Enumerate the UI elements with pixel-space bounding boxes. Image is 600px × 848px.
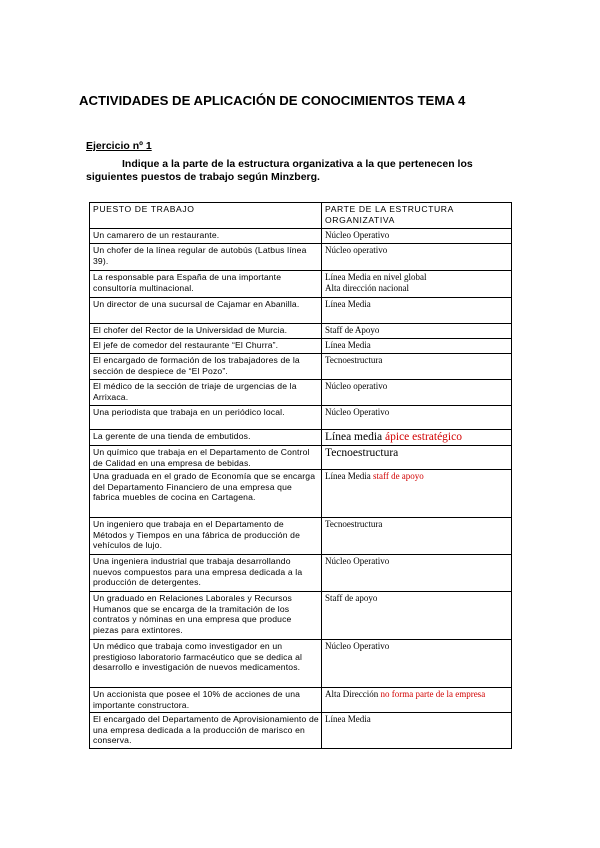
- job-cell: La responsable para España de una importante consultoría multinacional.: [90, 271, 322, 298]
- job-structure-table: [89, 202, 512, 749]
- job-cell: El jefe de comedor del restaurante “El Churra”.: [90, 339, 322, 354]
- answer-cell: [322, 446, 512, 470]
- job-cell: Una graduada en el grado de Economía que se encarga del Departamento Financiero de una empresa que fabrica muebles de cocina en Cartagena.: [90, 470, 322, 518]
- table-row: [90, 446, 512, 470]
- answer-text: Alta Dirección: [325, 689, 379, 700]
- answer-note: no forma parte de la empresa: [380, 689, 486, 700]
- answer-text: Núcleo Operativo: [325, 641, 390, 652]
- job-cell: Un químico que trabaja en el Departamento de Control de Calidad en una empresa de bebidas.: [90, 446, 322, 470]
- answer-cell: [322, 713, 512, 749]
- answer-cell: [322, 354, 512, 380]
- table-row: [90, 470, 512, 518]
- answer-text-line2: Alta dirección nacional: [325, 282, 409, 293]
- job-cell: Un graduado en Relaciones Laborales y Recursos Humanos que se encarga de la tramitación de los contratos y nóminas en una empresa que produce piezas para extintores.: [90, 592, 322, 640]
- answer-text: Línea Media: [325, 340, 371, 350]
- answer-text: Núcleo Operativo: [325, 556, 390, 567]
- instructions: Indique a la parte de la estructura organizativa a la que pertenecen los siguientes puestos de trabajo según Minzberg.: [86, 158, 473, 183]
- table-row: [90, 640, 512, 688]
- job-cell: Un camarero de un restaurante.: [90, 229, 322, 244]
- answer-cell: [322, 470, 512, 518]
- job-cell: Un chofer de la línea regular de autobús (Latbus línea 39).: [90, 244, 322, 271]
- answer-text: Tecnoestructura: [325, 447, 399, 459]
- job-cell: Una ingeniera industrial que trabaja desarrollando nuevos compuestos para una empresa dedicada a la producción de detergentes.: [90, 555, 322, 592]
- table-row: [90, 430, 512, 446]
- exercise-label: Ejercicio nº 1: [86, 140, 152, 152]
- answer-text: Staff de Apoyo: [325, 325, 380, 335]
- header-job: PUESTO DE TRABAJO: [90, 203, 322, 229]
- table-row: [90, 354, 512, 380]
- answer-cell: [322, 271, 512, 298]
- job-cell: El médico de la sección de triaje de urgencias de la Arrixaca.: [90, 380, 322, 406]
- job-cell: Un director de una sucursal de Cajamar en Abanilla.: [90, 298, 322, 324]
- answer-cell: [322, 688, 512, 713]
- table-row: [90, 713, 512, 749]
- answer-cell: [322, 430, 512, 446]
- answer-text: Núcleo Operativo: [325, 407, 390, 417]
- answer-text: Línea media: [325, 431, 383, 443]
- answer-text: Núcleo Operativo: [325, 230, 390, 240]
- table-header-row: [90, 203, 512, 229]
- job-cell: Una periodista que trabaja en un periódico local.: [90, 406, 322, 430]
- answer-text: Núcleo operativo: [325, 245, 388, 255]
- answer-cell: [322, 592, 512, 640]
- job-cell: La gerente de una tienda de embutidos.: [90, 430, 322, 446]
- table-row: [90, 555, 512, 592]
- table-row: [90, 244, 512, 271]
- answer-text: Staff de apoyo: [325, 593, 378, 604]
- answer-cell: [322, 298, 512, 324]
- job-cell: Un ingeniero que trabaja en el Departamento de Métodos y Tiempos en una fábrica de producción de vehículos de lujo.: [90, 518, 322, 555]
- answer-cell: [322, 324, 512, 339]
- answer-cell: [322, 339, 512, 354]
- job-cell: El encargado del Departamento de Aprovisionamiento de una empresa dedicada a la producción de marisco en conserva.: [90, 713, 322, 749]
- job-cell: El chofer del Rector de la Universidad de Murcia.: [90, 324, 322, 339]
- answer-text: Tecnoestructura: [325, 519, 383, 530]
- table-row: [90, 271, 512, 298]
- answer-text: Línea Media en nivel global: [325, 272, 427, 282]
- page-title: ACTIVIDADES DE APLICACIÓN DE CONOCIMIENTOS TEMA 4: [79, 93, 466, 108]
- table-row: [90, 298, 512, 324]
- job-cell: El encargado de formación de los trabajadores de la sección de despiece de “El Pozo”.: [90, 354, 322, 380]
- answer-text: Línea Media: [325, 471, 371, 482]
- table-row: [90, 380, 512, 406]
- header-structure: PARTE DE LA ESTRUCTURA ORGANIZATIVA: [322, 203, 512, 229]
- table-row: [90, 324, 512, 339]
- table-row: [90, 518, 512, 555]
- answer-text: Línea Media: [325, 299, 371, 309]
- answer-note: staff de apoyo: [372, 471, 424, 482]
- answer-cell: [322, 244, 512, 271]
- answer-cell: [322, 406, 512, 430]
- answer-text: Tecnoestructura: [325, 355, 383, 365]
- answer-cell: [322, 555, 512, 592]
- answer-note: ápice estratégico: [385, 431, 462, 443]
- table-row: [90, 406, 512, 430]
- table-row: [90, 229, 512, 244]
- job-cell: Un médico que trabaja como investigador en un prestigioso laboratorio farmacéutico que se dedica al desarrollo e investigación de nuevos medicamentos.: [90, 640, 322, 688]
- answer-text: Línea Media: [325, 714, 371, 725]
- answer-cell: [322, 380, 512, 406]
- answer-cell: [322, 518, 512, 555]
- job-cell: Un accionista que posee el 10% de acciones de una importante constructora.: [90, 688, 322, 713]
- table-row: [90, 688, 512, 713]
- answer-text: Núcleo operativo: [325, 381, 388, 391]
- answer-cell: [322, 640, 512, 688]
- table-row: [90, 339, 512, 354]
- table-row: [90, 592, 512, 640]
- answer-cell: [322, 229, 512, 244]
